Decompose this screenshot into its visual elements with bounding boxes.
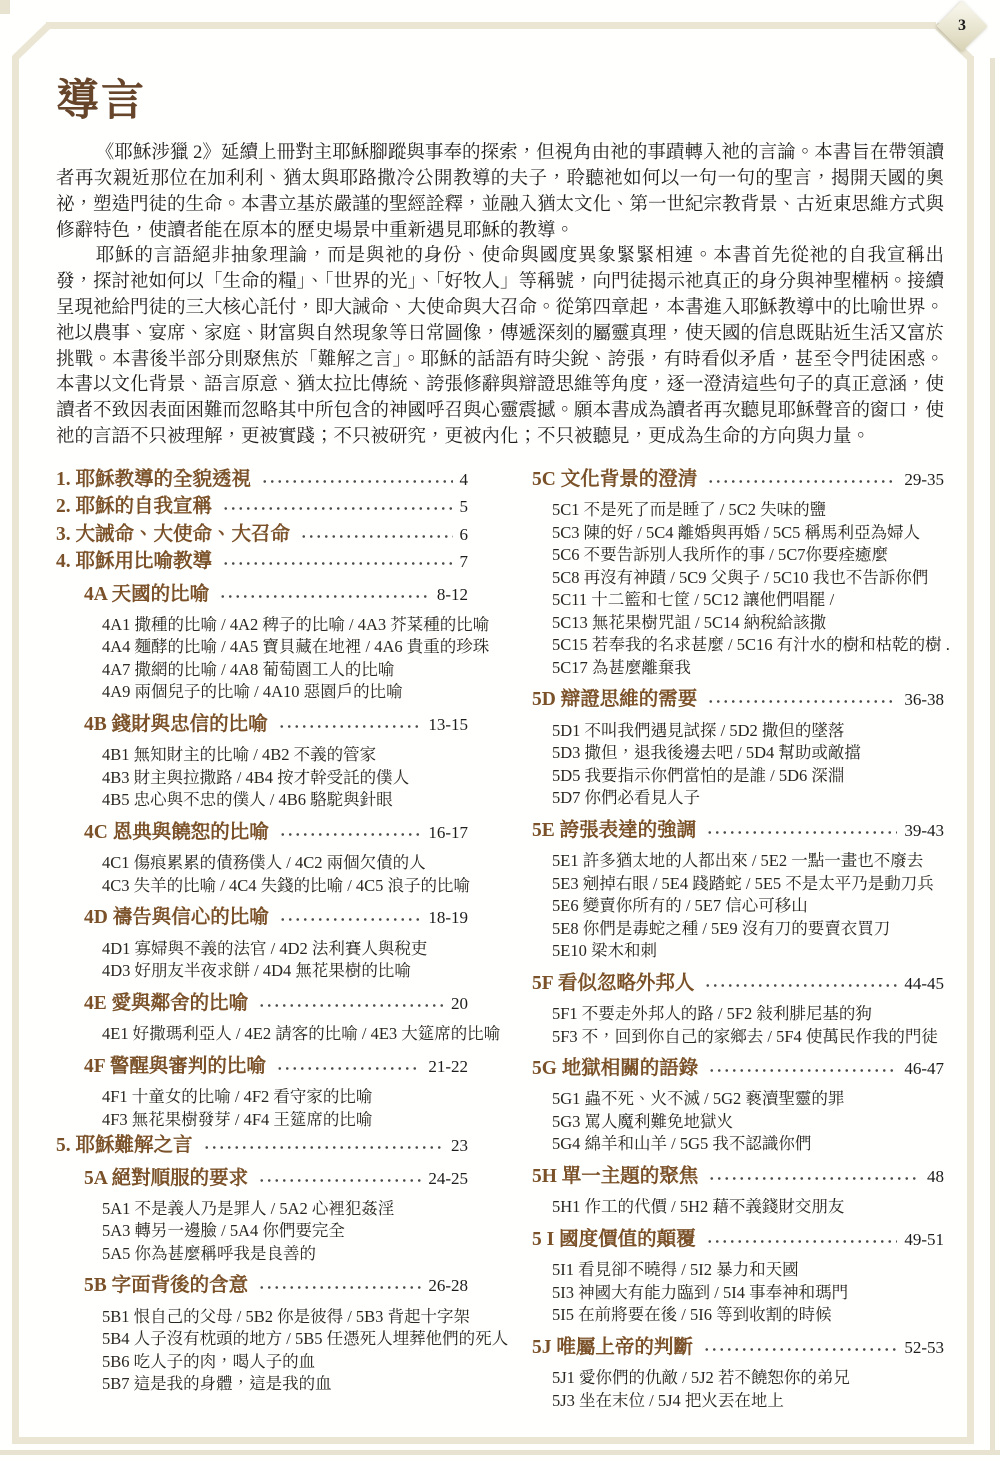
- toc-page-number: 16-17: [428, 822, 468, 842]
- toc-entry-label: 5 I 國度價值的顛覆: [532, 1228, 696, 1250]
- toc-entry-label: 4B 錢財與忠信的比喻: [84, 713, 268, 735]
- toc-chapter-row: [56, 469, 468, 491]
- toc-section-row: [532, 1058, 944, 1080]
- toc-item-line: 5F1 不要走外邦人的路 / 5F2 敍利腓尼基的狗: [552, 1004, 872, 1024]
- toc-entry-label: 5E 誇張表達的強調: [532, 819, 697, 841]
- toc-item-line: 4B1 無知財主的比喻 / 4B2 不義的管家: [102, 745, 377, 765]
- toc-entry-label: 4F 警醒與審判的比喻: [84, 1055, 266, 1077]
- toc-item-group: [102, 614, 490, 704]
- toc-item-line: 5E6 變賣你所有的 / 5E7 信心可移山: [552, 896, 808, 916]
- toc-item-line: 5H1 作工的代價 / 5H2 藉不義錢財交朋友: [552, 1197, 845, 1217]
- toc-item-line: 5B1 恨自己的父母 / 5B2 你是彼得 / 5B3 背起十字架: [102, 1306, 471, 1326]
- toc-item-line: 5B6 吃人子的肉，喝人子的血: [102, 1351, 316, 1371]
- dotted-leader: [222, 505, 452, 512]
- dotted-leader: [704, 982, 897, 989]
- toc-item-group: [102, 938, 468, 983]
- page-number: 3: [958, 17, 966, 34]
- toc-item-line: 4E1 好撒瑪利亞人 / 4E2 請客的比喻 / 4E3 大筵席的比喻: [102, 1024, 501, 1044]
- toc-section-row: [84, 714, 468, 736]
- toc-section-row: [532, 1337, 944, 1359]
- toc-entry-label: 4C 恩典與饒恕的比喻: [84, 821, 269, 843]
- toc-item-group: [552, 499, 950, 679]
- dotted-leader: [706, 1238, 898, 1245]
- toc-page-number: 24-25: [428, 1168, 468, 1188]
- toc-page-number: 13-15: [428, 714, 468, 734]
- toc-right-column: [532, 468, 950, 1416]
- toc-section-row: [84, 1168, 468, 1190]
- dotted-leader: [258, 1002, 444, 1009]
- toc-item-group: [552, 1367, 944, 1412]
- toc-page-number: 8-12: [436, 584, 468, 604]
- toc-item-line: 5C6 不要告訴別人我所作的事 / 5C7你要痊癒麼: [552, 545, 888, 565]
- toc-page-number: 39-43: [904, 820, 944, 840]
- toc-item-line: 5J1 愛你們的仇敵 / 5J2 若不饒恕你的弟兄: [552, 1368, 850, 1388]
- toc-page-number: 46-47: [904, 1059, 944, 1079]
- toc-page-number: 29-35: [904, 469, 944, 489]
- toc-page-number: 20: [451, 993, 468, 1013]
- toc-item-line: 5B4 人子沒有枕頭的地方 / 5B5 任憑死人埋葬他們的死人: [102, 1329, 509, 1349]
- toc-page-number: 18-19: [428, 908, 468, 928]
- dotted-leader: [708, 1175, 920, 1182]
- toc-section-row: [84, 907, 468, 929]
- page-title: 導言: [56, 78, 146, 125]
- toc-item-line: 5C8 再沒有神蹟 / 5C9 父與子 / 5C10 我也不告訴你們: [552, 567, 929, 587]
- dotted-leader: [708, 1067, 897, 1074]
- toc-item-line: 5A1 不是義人乃是罪人 / 5A2 心裡犯姦淫: [102, 1198, 395, 1218]
- toc-item-line: 5D5 我要指示你們當怕的是誰 / 5D6 深淵: [552, 765, 845, 785]
- toc-left-column: [56, 468, 509, 1416]
- toc-page-number: 5: [459, 497, 468, 517]
- toc-chapter-row: [56, 524, 468, 546]
- dotted-leader: [707, 478, 897, 485]
- toc-page-number: 44-45: [904, 973, 944, 993]
- toc-page-number: 36-38: [904, 690, 944, 710]
- toc-item-line: 4C1 傷痕累累的債務僕人 / 4C2 兩個欠債的人: [102, 853, 426, 873]
- toc-item-line: 4A7 撒網的比喻 / 4A8 葡萄園工人的比喻: [102, 659, 395, 679]
- dotted-leader: [279, 831, 422, 838]
- toc-item-line: 5A5 你為甚麼稱呼我是良善的: [102, 1243, 317, 1263]
- toc-chapter-row: [56, 496, 468, 518]
- toc-item-line: 5E1 許多猶太地的人都出來 / 5E2 一點一畫也不廢去: [552, 851, 924, 871]
- dotted-leader: [707, 698, 897, 705]
- dotted-leader: [219, 593, 430, 600]
- toc-item-line: 5A3 轉另一邊臉 / 5A4 你們要完全: [102, 1221, 345, 1241]
- toc-item-line: 5C17 為甚麼離棄我: [552, 657, 691, 677]
- toc-entry-label: 2. 耶穌的自我宣稱: [56, 496, 213, 518]
- toc-item-line: 5D7 你們必看見人子: [552, 788, 701, 808]
- toc-entry-label: 5G 地獄相關的語錄: [532, 1058, 699, 1080]
- toc-entry-label: 1. 耶穌教導的全貌透視: [56, 468, 252, 490]
- toc-item-line: 5D3 撒但，退我後邊去吧 / 5D4 幫助或敵擋: [552, 743, 861, 763]
- dotted-leader: [706, 829, 897, 836]
- dotted-leader: [278, 723, 422, 730]
- toc-entry-label: 4A 天國的比喻: [84, 583, 210, 605]
- toc-item-line: 4A4 麵酵的比喻 / 4A5 寶貝藏在地裡 / 4A6 貴重的珍珠: [102, 637, 490, 657]
- toc-item-line: 4F3 無花果樹發芽 / 4F4 王筵席的比喻: [102, 1109, 373, 1129]
- toc-item-group: [102, 1198, 468, 1266]
- toc-section-row: [532, 973, 944, 995]
- intro-paragraph: 《耶穌涉獵 2》延續上冊對主耶穌腳蹤與事奉的探索，但視角由祂的事蹟轉入祂的言論。本書旨在帶領讀者再次親近那位在加利利、猶太與耶路撒冷公開教導的夫子，聆聽祂如何以一句一句的聖言，揭開天國的奧祕，塑造門徒的生命。本書立基於嚴謹的聖經詮釋，並融入猶太文化、第一世紀宗教背景、古近東思維方式與修辭特色，使讀者能在原本的歷史場景中重新遇見耶穌的教導。: [56, 143, 945, 241]
- toc-entry-label: 4. 耶穌用比喻教導: [56, 551, 213, 573]
- toc-item-line: 5I1 看見卻不曉得 / 5I2 暴力和天國: [552, 1260, 799, 1280]
- toc-entry-label: 4E 愛與鄰舍的比喻: [84, 992, 249, 1014]
- page-content: [56, 78, 950, 1416]
- toc-item-group: [552, 1003, 944, 1048]
- toc-item-line: 4B5 忠心與不忠的僕人 / 4B6 駱駝與針眼: [102, 790, 393, 810]
- toc-section-row: [84, 1056, 468, 1078]
- toc-item-line: 4C3 失羊的比喻 / 4C4 失錢的比喻 / 4C5 浪子的比喻: [102, 875, 471, 895]
- toc-entry-label: 5. 耶穌難解之言: [56, 1135, 193, 1157]
- dotted-leader: [279, 916, 422, 923]
- toc-section-row: [84, 584, 468, 606]
- toc-entry-label: 5J 唯屬上帝的判斷: [532, 1336, 693, 1358]
- toc-page-number: 6: [459, 524, 468, 544]
- toc-page-number: 26-28: [428, 1276, 468, 1296]
- toc-entry-label: 5D 辯證思維的需要: [532, 689, 698, 711]
- toc-entry-label: 5B 字面背後的含意: [84, 1275, 249, 1297]
- toc-item-line: 5J3 坐在末位 / 5J4 把火丟在地上: [552, 1390, 784, 1410]
- toc-section-row: [532, 689, 944, 711]
- toc-item-line: 4A9 兩個兒子的比喻 / 4A10 惡園戶的比喻: [102, 682, 403, 702]
- toc-item-group: [102, 744, 468, 812]
- toc-item-line: 4D1 寡婦與不義的法官 / 4D2 法利賽人與稅吏: [102, 938, 428, 958]
- toc-entry-label: 4D 禱告與信心的比喻: [84, 907, 269, 929]
- dotted-leader: [222, 560, 452, 567]
- toc-section-row: [532, 469, 944, 491]
- intro-section: [56, 141, 944, 451]
- toc-section-row: [84, 1275, 468, 1297]
- page-number-badge: [937, 1, 988, 52]
- toc-item-line: 5G4 綿羊和山羊 / 5G5 我不認識你們: [552, 1134, 812, 1154]
- toc-item-line: 4B3 財主與拉撒路 / 4B4 按才幹受託的僕人: [102, 767, 410, 787]
- toc-page-number: 4: [459, 469, 468, 489]
- toc-item-group: [102, 1023, 501, 1046]
- toc-item-line: 5C13 無花果樹咒詛 / 5C14 納稅給該撒: [552, 612, 827, 632]
- outer-frame-bottom-line: [0, 1450, 1000, 1455]
- toc-item-line: 5D1 不叫我們遇見試探 / 5D2 撒但的墜落: [552, 720, 845, 740]
- dotted-leader: [203, 1144, 444, 1151]
- toc-item-line: 5G3 罵人魔利難免地獄火: [552, 1111, 734, 1131]
- toc-item-group: [102, 1086, 468, 1131]
- toc-page-number: 48: [927, 1166, 944, 1186]
- toc-item-line: 5E8 你們是毒蛇之種 / 5E9 沒有刀的要賣衣買刀: [552, 918, 891, 938]
- toc-item-group: [102, 852, 471, 897]
- toc-item-line: 5I5 在前將要在後 / 5I6 等到收割的時候: [552, 1305, 832, 1325]
- toc-section-row: [532, 820, 944, 842]
- toc-chapter-row: [56, 1135, 468, 1157]
- intro-paragraph: 耶穌的言語絕非抽象理論，而是與祂的身份、使命與國度異象緊緊相連。本書首先從祂的自我宣稱出發，探討祂如何以「生命的糧」、「世界的光」、「好牧人」等稱號，向門徒揭示祂真正的身分與神聖權柄。接續呈現祂給門徒的三大核心託付，即大誡命、大使命與大召命。從第四章起，本書進入耶穌教導中的比喻世界。祂以農事、宴席、家庭、財富與自然現象等日常圖像，傳遞深刻的屬靈真理，使天國的信息既貼近生活又富於挑戰。本書後半部分則聚焦於「難解之言」。耶穌的話語有時尖銳、誇張，有時看似矛盾，甚至令門徒困惑。本書以文化背景、語言原意、猶太拉比傳統、誇張修辭與辯證思維等角度，逐一澄清這些句子的真正意涵，使讀者不致因表面困難而忽略其中所包含的神國呼召與心靈震撼。願本書成為讀者再次聽見耶穌聲音的窗口，使祂的言語不只被理解，更被實踐；不只被研究，更被內化；不只被聽見，更成為生命的方向與力量。: [56, 246, 945, 448]
- dotted-leader: [276, 1065, 422, 1072]
- frame-right-line: [967, 56, 974, 1442]
- toc-item-line: 5B7 這是我的身體，這是我的血: [102, 1374, 332, 1394]
- toc-item-line: 5F3 不，回到你自己的家鄉去 / 5F4 使萬民作我的門徒: [552, 1026, 938, 1046]
- toc-page-number: 21-22: [428, 1056, 468, 1076]
- frame-top-left-chamfer: [12, 22, 51, 60]
- toc-chapter-row: [56, 551, 468, 573]
- toc-item-line: 4F1 十童女的比喻 / 4F2 看守家的比喻: [102, 1087, 373, 1107]
- toc-item-line: 5E10 梁木和刺: [552, 941, 657, 961]
- toc-item-group: [552, 720, 944, 810]
- dotted-leader: [261, 478, 452, 485]
- toc-section-row: [84, 993, 468, 1015]
- toc-item-line: 4A1 撒種的比喻 / 4A2 稗子的比喻 / 4A3 芥菜種的比喻: [102, 614, 490, 634]
- toc-item-line: 5I3 神國大有能力臨到 / 5I4 事奉神和瑪門: [552, 1282, 849, 1302]
- toc-section-row: [84, 822, 468, 844]
- toc-item-group: [102, 1306, 509, 1396]
- dotted-leader: [703, 1346, 897, 1353]
- toc-item-line: 5C3 陳的好 / 5C4 離婚與再婚 / 5C5 稱馬利亞為婦人: [552, 522, 921, 542]
- table-of-contents: [56, 468, 950, 1416]
- toc-item-line: 5C11 十二籃和七筐 / 5C12 讓他們唱罷 /: [552, 590, 835, 610]
- toc-item-group: [552, 850, 944, 963]
- frame-bottom-line: [12, 1437, 974, 1444]
- dotted-leader: [258, 1177, 421, 1184]
- toc-entry-label: 3. 大誡命、大使命、大召命: [56, 523, 291, 545]
- toc-page-number: 52-53: [904, 1337, 944, 1357]
- toc-entry-label: 5A 絕對順服的要求: [84, 1167, 249, 1189]
- outer-frame-corner-patch: [0, 0, 10, 14]
- toc-entry-label: 5F 看似忽略外邦人: [532, 972, 695, 994]
- frame-left-line: [12, 56, 19, 1442]
- toc-section-row: [532, 1229, 944, 1251]
- toc-item-line: 5C15 若奉我的名求甚麼 / 5C16 有汁水的樹和枯乾的樹 .: [552, 635, 950, 655]
- toc-page-number: 7: [459, 552, 468, 572]
- toc-entry-label: 5C 文化背景的澄清: [532, 468, 698, 490]
- toc-item-group: [552, 1196, 944, 1219]
- dotted-leader: [300, 533, 452, 540]
- toc-entry-label: 5H 單一主題的聚焦: [532, 1165, 699, 1187]
- toc-item-group: [552, 1088, 944, 1156]
- toc-item-line: 5E3 剜掉右眼 / 5E4 踐踏蛇 / 5E5 不是太平乃是動刀兵: [552, 873, 934, 893]
- toc-page-number: 23: [451, 1136, 468, 1156]
- toc-item-line: 5G1 蟲不死、火不滅 / 5G2 褻瀆聖靈的罪: [552, 1089, 845, 1109]
- toc-item-line: 4D3 好朋友半夜求餅 / 4D4 無花果樹的比喻: [102, 961, 411, 981]
- toc-item-line: 5C1 不是死了而是睡了 / 5C2 失味的鹽: [552, 500, 827, 520]
- toc-item-group: [552, 1259, 944, 1327]
- frame-top-line: [46, 22, 936, 29]
- outer-frame-right-line: [990, 58, 995, 1450]
- toc-section-row: [532, 1166, 944, 1188]
- toc-page-number: 49-51: [904, 1229, 944, 1249]
- dotted-leader: [258, 1284, 421, 1291]
